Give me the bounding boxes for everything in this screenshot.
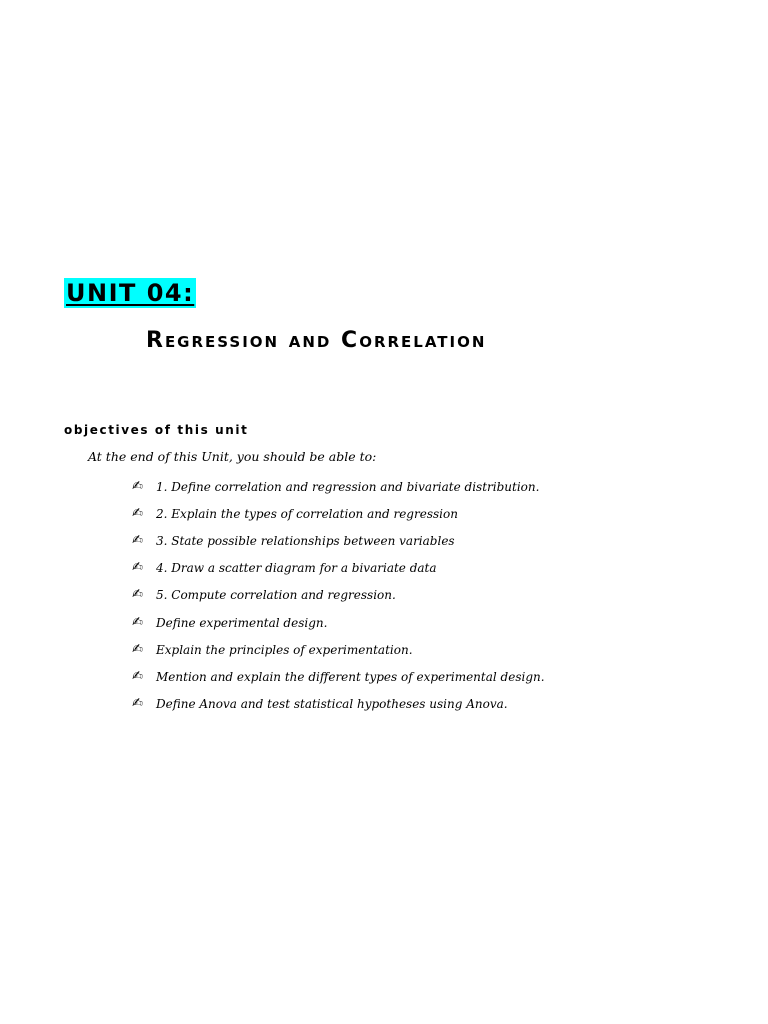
objective-text: Define Anova and test statistical hypotheses using Anova. — [156, 697, 508, 712]
list-item — [132, 582, 545, 609]
writing-hand-icon: ✍ — [132, 532, 143, 548]
list-item — [132, 555, 545, 582]
objective-text: 3. State possible relationships between variables — [156, 533, 455, 548]
writing-hand-icon: ✍ — [132, 696, 143, 712]
list-item — [132, 500, 545, 527]
list-item — [132, 636, 545, 663]
objective-text: Define experimental design. — [156, 615, 328, 630]
objectives-heading: objectives of this unit — [64, 423, 249, 437]
writing-hand-icon: ✍ — [132, 668, 143, 684]
unit-title: Regression and Correlation — [146, 328, 487, 353]
list-item — [132, 527, 545, 554]
list-item — [132, 609, 545, 636]
writing-hand-icon: ✍ — [132, 505, 143, 521]
objective-text: Mention and explain the different types of experimental design. — [156, 669, 545, 684]
writing-hand-icon: ✍ — [132, 478, 143, 494]
objectives-list — [132, 473, 545, 718]
writing-hand-icon: ✍ — [132, 614, 143, 630]
objective-text: 5. Compute correlation and regression. — [156, 588, 396, 603]
objective-text: 2. Explain the types of correlation and regression — [156, 506, 458, 521]
list-item — [132, 663, 545, 690]
writing-hand-icon: ✍ — [132, 641, 143, 657]
list-item — [132, 691, 545, 718]
writing-hand-icon: ✍ — [132, 560, 143, 576]
objectives-intro: At the end of this Unit, you should be able to: — [88, 449, 377, 464]
objective-text: Explain the principles of experimentation. — [156, 642, 413, 657]
unit-label: UNIT 04: — [66, 279, 195, 307]
writing-hand-icon: ✍ — [132, 587, 143, 603]
list-item — [132, 473, 545, 500]
objective-text: 4. Draw a scatter diagram for a bivariate data — [156, 561, 437, 576]
objective-text: 1. Define correlation and regression and bivariate distribution. — [156, 479, 540, 494]
